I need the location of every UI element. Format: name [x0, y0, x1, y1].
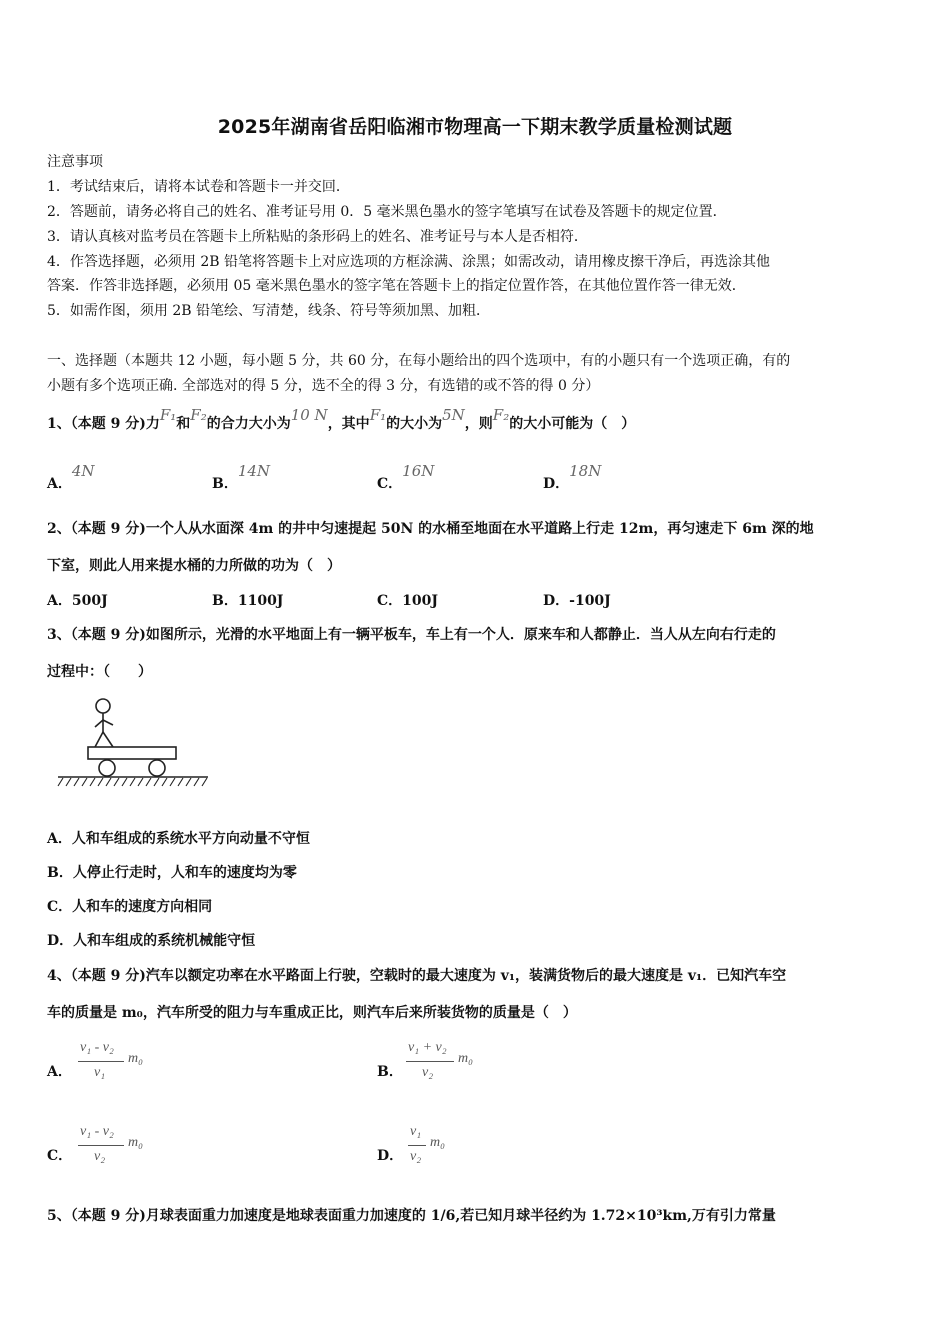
- question-5-stem: 5、（本题 9 分)月球表面重力加速度是地球表面重力加速度的 1/6,若已知月球半径约为 1.72×10³km,万有引力常量: [47, 1208, 776, 1224]
- q1-mid3: 的大小为: [386, 416, 443, 432]
- notice-heading: 注意事项: [47, 154, 103, 170]
- question-1-stem: [47, 406, 636, 434]
- question-3-stem: 过程中：（ ）: [47, 664, 152, 680]
- q1-and: 和: [176, 416, 191, 432]
- question-4-stem: 车的质量是 m₀，汽车所受的阻力与车重成正比，则汽车后来所装货物的质量是（ ）: [47, 1005, 577, 1021]
- q1-mid1: 的合力大小为: [206, 416, 291, 432]
- q1-f2b: F₂: [492, 406, 510, 424]
- section-heading-line: 一、选择题（本题共 12 小题，每小题 5 分，共 60 分，在每小题给出的四个选项中，有的小题只有一个选项正确，有的: [47, 353, 791, 369]
- q1-mid4: ，则: [464, 416, 493, 432]
- q1-f1b: F₁: [369, 406, 387, 424]
- notice-item: 3．请认真核对监考员在答题卡上所粘贴的条形码上的姓名、准考证号与本人是否相符．: [47, 229, 588, 245]
- q2-option-d[interactable]: D．-100J: [543, 593, 611, 609]
- q1-f1val: 5N: [442, 406, 465, 424]
- q3-option-d[interactable]: D．人和车组成的系统机械能守恒: [47, 933, 256, 949]
- q2-option-a[interactable]: A．500J: [47, 593, 108, 609]
- q3-option-b[interactable]: B．人停止行走时，人和车的速度均为零: [47, 865, 297, 881]
- q1-suffix: 的大小可能为（ ）: [509, 416, 636, 432]
- question-3-stem: 3、（本题 9 分)如图所示，光滑的水平地面上有一辆平板车，车上有一个人．原来车和人都静止．当人从左向右行走的: [47, 627, 776, 643]
- q1-f2: F₂: [190, 406, 207, 424]
- q4-option-c[interactable]: C．: [47, 1148, 73, 1164]
- question-2-stem: 下室，则此人用来提水桶的力所做的功为（ ）: [47, 558, 341, 574]
- notice-item: 1．考试结束后，请将本试卷和答题卡一并交回．: [47, 179, 350, 195]
- notice-item: 2．答题前，请务必将自己的姓名、准考证号用 0．5 毫米黑色墨水的签字笔填写在试卷及答题卡的规定位置．: [47, 204, 727, 220]
- cart-person-figure: [55, 694, 215, 790]
- cart-wheel: [99, 760, 115, 776]
- q1-total: 10 N: [290, 406, 328, 424]
- q1-option-d[interactable]: D．18N: [543, 462, 602, 492]
- section-heading-line: 小题有多个选项正确. 全部选对的得 5 分，选不全的得 3 分，有选错的或不答的得 0 分）: [47, 378, 600, 394]
- notice-item: 5．如需作图，须用 2B 铅笔绘、写清楚，线条、符号等须加黑、加粗．: [47, 303, 491, 319]
- question-4-stem: 4、（本题 9 分)汽车以额定功率在水平路面上行驶，空载时的最大速度为 v₁，装满货物后的最大速度是 v₁．已知汽车空: [47, 968, 787, 984]
- q1-option-a[interactable]: A．4N: [47, 462, 95, 492]
- q1-option-b[interactable]: B．14N: [212, 462, 271, 492]
- q1-f1: F₁: [159, 406, 177, 424]
- q2-option-c[interactable]: C．100J: [377, 593, 439, 609]
- q1-option-c[interactable]: C．16N: [377, 462, 435, 492]
- notice-item: 4．作答选择题，必须用 2B 铅笔将答题卡上对应选项的方框涂满、涂黑；如需改动，请用橡皮擦干净后，再选涂其他: [47, 254, 770, 270]
- question-2-stem: 2、（本题 9 分)一个人从水面深 4m 的井中匀速提起 50N 的水桶至地面在水平道路上行走 12m，再匀速走下 6m 深的地: [47, 521, 814, 537]
- page-title: 2025年湖南省岳阳临湘市物理高一下期末教学质量检测试题: [217, 116, 733, 138]
- notice-item: 答案．作答非选择题，必须用 05 毫米黑色墨水的签字笔在答题卡上的指定位置作答，在其他位置作答一律无效．: [47, 278, 746, 294]
- cart-wheel: [149, 760, 165, 776]
- exam-page: 2025年湖南省岳阳临湘市物理高一下期末教学质量检测试题 注意事项 1．考试结束后，请将本试卷和答题卡一并交回． 2．答题前，请务必将自己的姓名、准考证号用 0．5 毫米黑色墨水的签字笔填写在试卷及答题卡的规定位置． 3．请认真核对监考员在答题卡上所粘贴的条形码上的姓名、准考证号与本人是否相符． 4．作答选择题，必须用 2B 铅笔将答题卡上对应选项的方框涂满、涂黑；如需改动，请用橡皮擦干净后，再选涂其他 答案．作答非选择题，必须用 05 毫米黑色墨水的签字笔在答题卡上的指定位置作答，在其他位置作答一律无效． 5．如需作图，须用 2B 铅笔绘、写清楚，线条、符号等须加黑、加粗． 一、选择题（本题共 12 小题，每小题 5 分，共 60 分，在每小题给出的四个选项中，有的小题只有一个选项正确，有的 小题有多个选项正确. 全部选对的得 5 分，选不全的得 3 分，有选错的或不答的得 0 分） 1、（本题 9 分)力F₁和F₂的合力大小为10 N，其中F₁的大小为5N，则F₂的大小可能为（ ） A．4N B．14N C．16N D．18N 2、（本题 9 分)一个人从水面深 4m 的井中匀速提起 50N 的水桶至地面在水平道路上行走 12m，再匀速走下 6m 深的地 下室，则此人用来提水桶的力所做的功为（ ） A．500J B．1100J C．100J D．-100J 3、（本题 9 分)如图所示，光滑的水平地面上有一辆平板车，车上有一个人．原来车和人都静止．当人从左向右行走的 过程中：（ ） A．人和车组成的系统水平方向动量不守恒 B．人停止行走时，人和车的速度均为零 C．人和车的速度方向相同 D．人和车组成的系统机械能守恒 4、（本题 9 分)汽车以额定功率在水平路面上行驶，空载时的最大速度为 v₁，装满货物后的最大速度是 v₁．已知汽车空 车的质量是 m₀，汽车所受的阻力与车重成正比，则汽车后来所装货物的质量是（ ） A． v₁ - v₂ v₁ m₀ B． v₁ + v₂ v₂ m₀ C． v₁ - v₂ v₂ m₀ D． v₁ v₂ m₀ 5、（本题 9 分)月球表面重力加速度是地球表面重力加速度的 1/6,若已知月球半径约为 1.72×10³km,万有引力常量: [0, 0, 950, 1344]
- q1-mid2: ，其中: [327, 416, 370, 432]
- q2-option-b[interactable]: B．1100J: [212, 593, 284, 609]
- ground-hatching: [58, 778, 207, 786]
- q3-option-a[interactable]: A．人和车组成的系统水平方向动量不守恒: [47, 831, 310, 847]
- q4-option-b[interactable]: B．: [377, 1064, 403, 1080]
- person-icon: [95, 699, 113, 747]
- q3-option-c[interactable]: C．人和车的速度方向相同: [47, 899, 213, 915]
- q4-option-d[interactable]: D．: [377, 1148, 404, 1164]
- q4-option-a[interactable]: A．: [47, 1064, 72, 1080]
- cart-board: [88, 747, 176, 759]
- q1-prefix: 1、（本题 9 分)力: [47, 416, 160, 432]
